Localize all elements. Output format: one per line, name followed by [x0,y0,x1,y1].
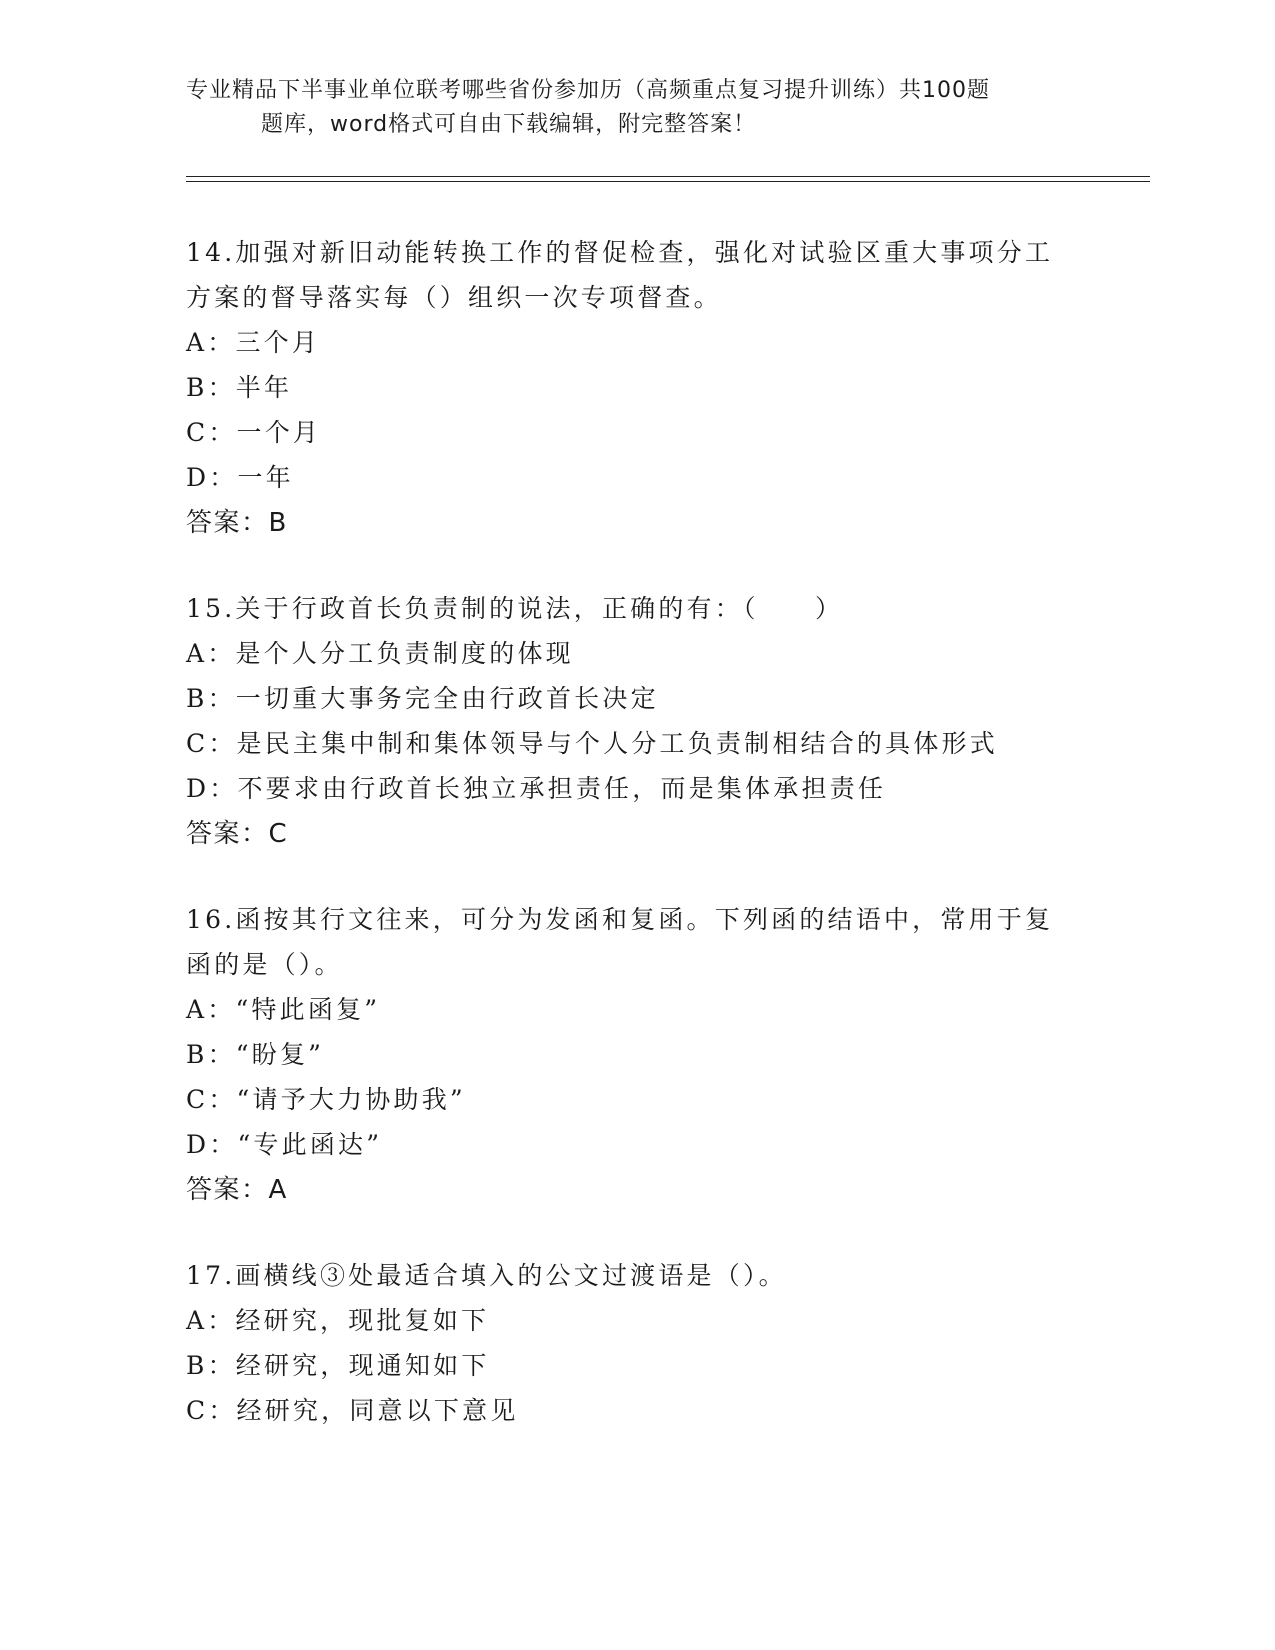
answer-line: 答案：C [186,819,289,849]
header-divider-top [186,176,1150,177]
option-b: B：经研究，现通知如下 [186,1351,490,1380]
question-text: 16.函按其行文往来，可分为发函和复函。下列函的结语中，常用于复 [186,905,1054,934]
question-text: 15.关于行政首长负责制的说法，正确的有：（ ） [186,594,844,623]
document-header [186,74,1066,142]
question-15 [186,586,1086,857]
option-c: C：是民主集中制和集体领导与个人分工负责制相结合的具体形式 [186,729,998,758]
option-b: B：半年 [186,373,293,402]
option-b: B：“盼复” [186,1040,325,1069]
question-text: 方案的督导落实每（）组织一次专项督查。 [186,283,722,312]
question-text: 17.画横线③处最适合填入的公文过渡语是（）。 [186,1261,787,1290]
option-c: C：经研究，同意以下意见 [186,1396,519,1425]
option-c: C：一个月 [186,418,322,447]
option-b: B：一切重大事务完全由行政首长决定 [186,684,659,713]
option-d: D：不要求由行政首长独立承担责任，而是集体承担责任 [186,774,887,803]
header-title-line-2: 题库，word格式可自由下载编辑，附完整答案！ [261,112,757,137]
option-d: D：“专此函达” [186,1130,383,1159]
header-divider-bottom [186,181,1150,182]
option-d: D：一年 [186,463,294,492]
question-14 [186,230,1086,546]
option-a: A：是个人分工负责制度的体现 [186,639,574,668]
question-text: 14.加强对新旧动能转换工作的督促检查，强化对试验区重大事项分工 [186,238,1054,267]
answer-line: 答案：A [186,1175,288,1205]
option-a: A：经研究，现批复如下 [186,1306,490,1335]
option-a: A：“特此函复” [186,995,381,1024]
answer-line: 答案：B [186,508,288,538]
question-text: 函的是（）。 [186,950,343,979]
question-list [186,230,1086,1473]
header-title-line-1: 专业精品下半事业单位联考哪些省份参加历（高频重点复习提升训练）共100题 [186,78,990,103]
option-a: A：三个月 [186,328,321,357]
question-16 [186,897,1086,1213]
option-c: C：“请予大力协助我” [186,1085,466,1114]
question-17 [186,1253,1086,1433]
